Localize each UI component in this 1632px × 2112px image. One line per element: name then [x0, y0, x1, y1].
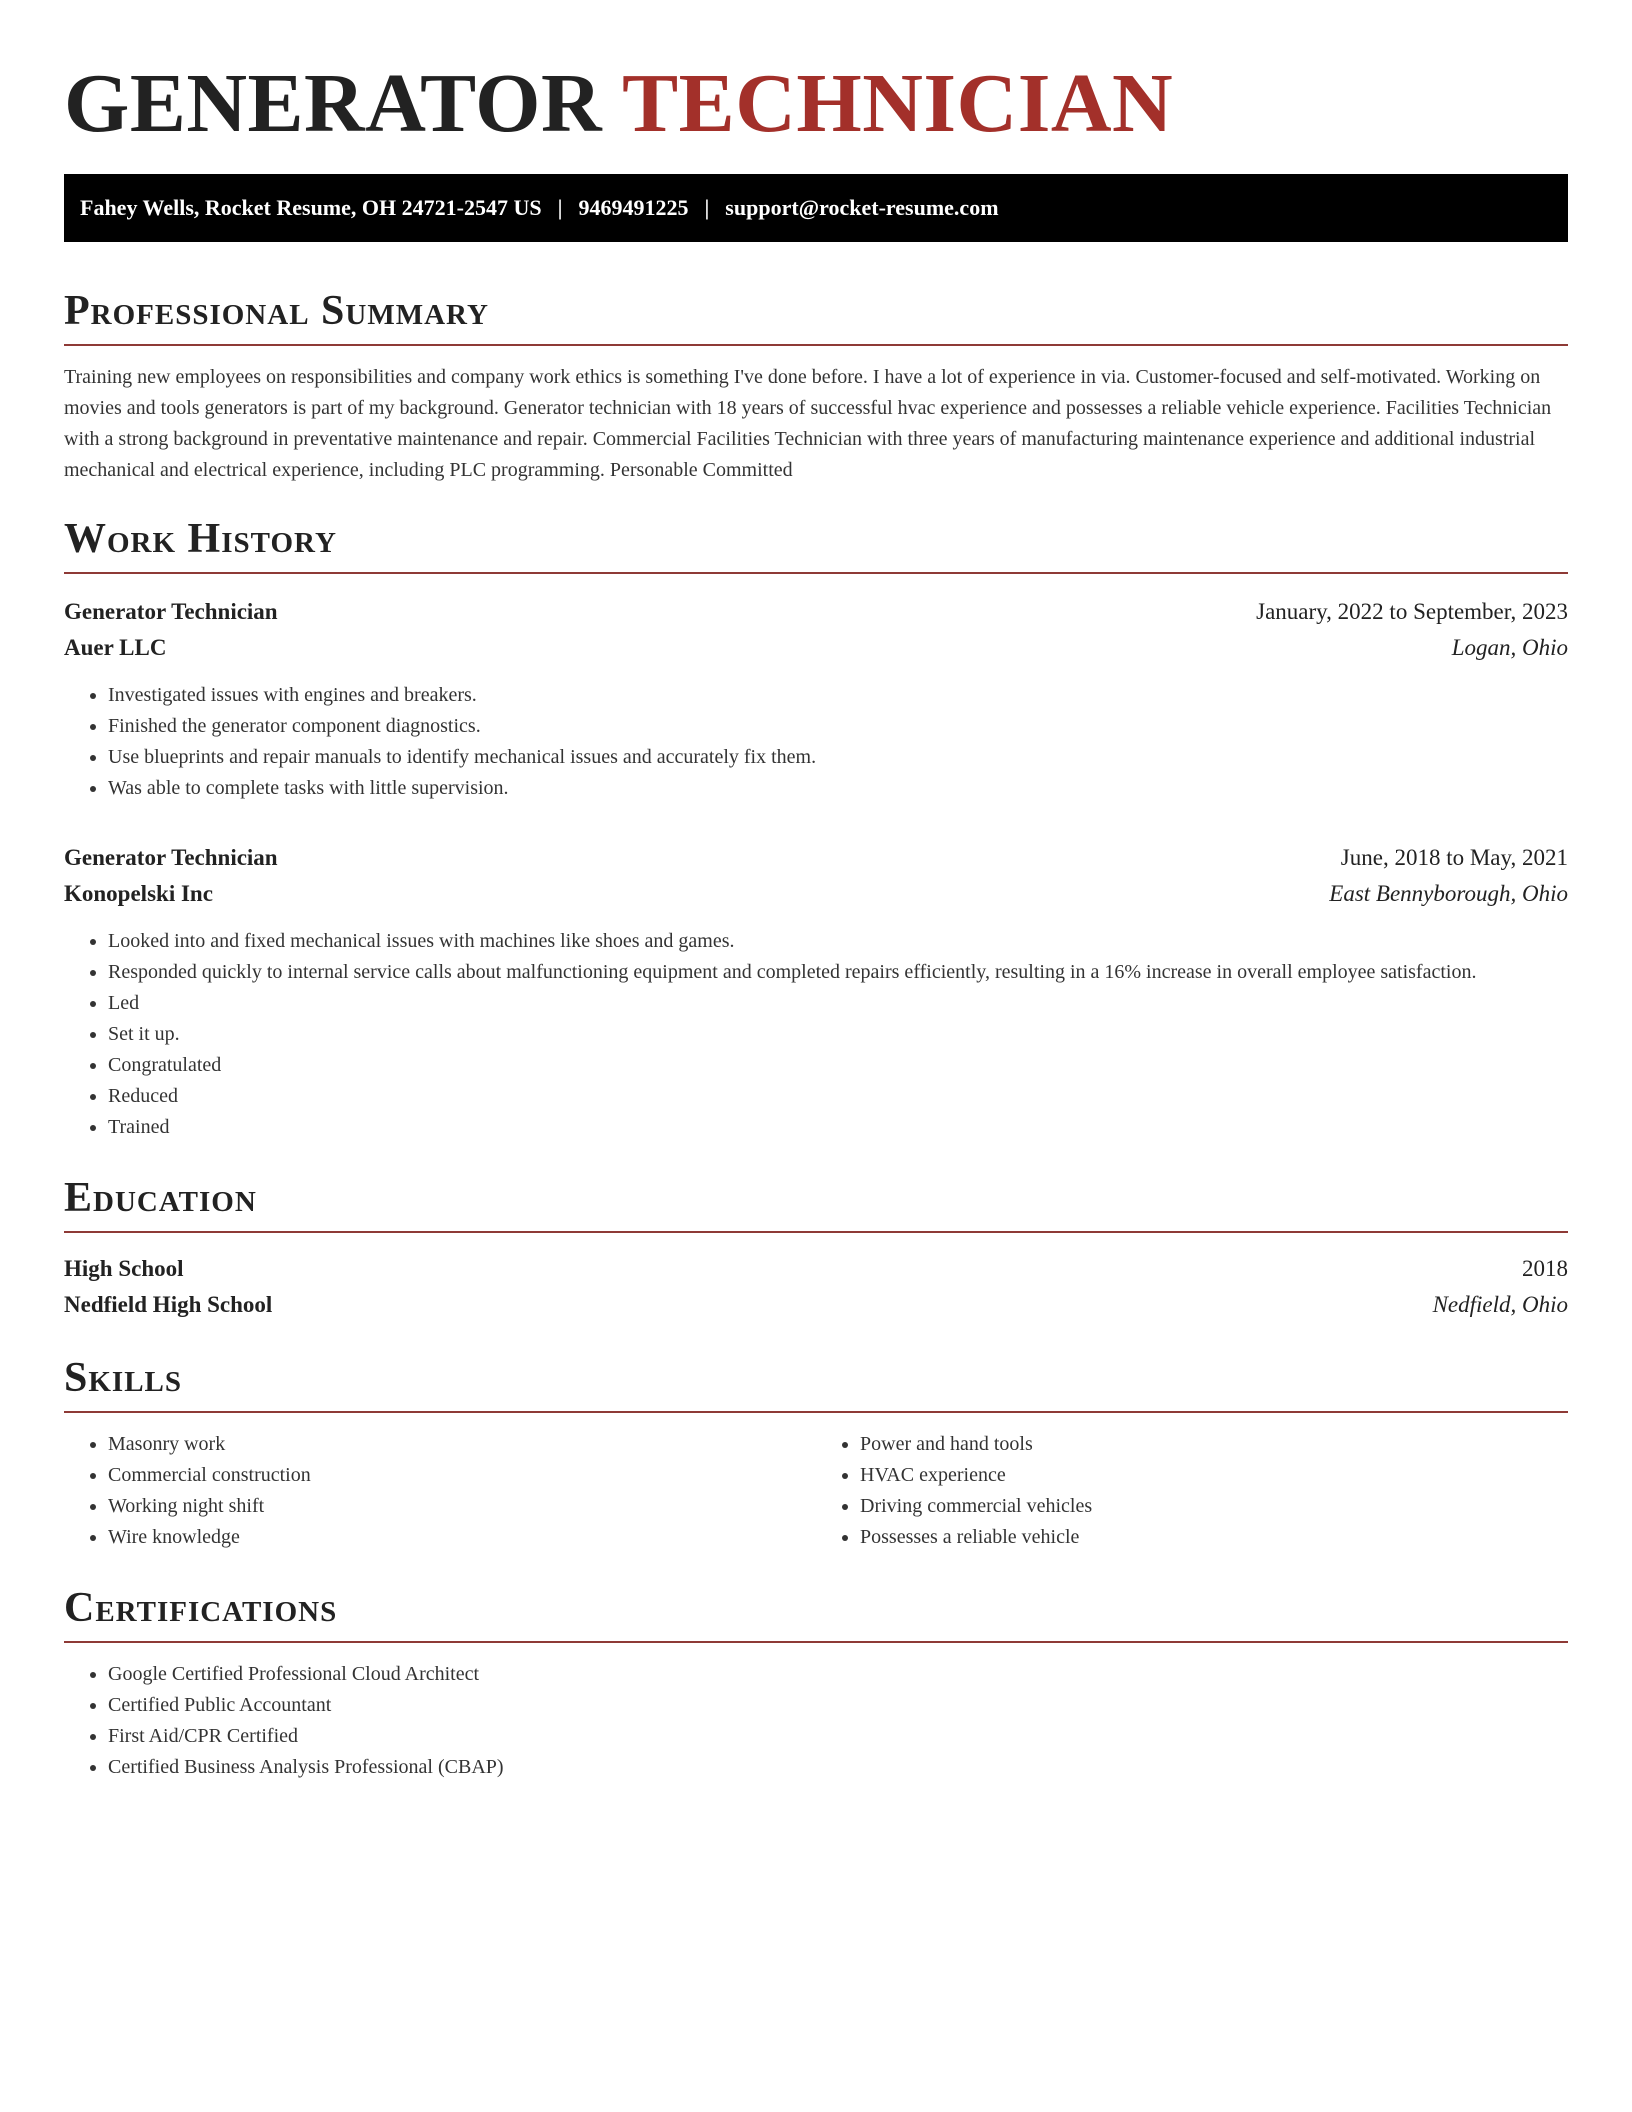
skills-section [64, 1353, 1568, 1553]
list-item: • Reduced [108, 1081, 1568, 1112]
job-bullets [64, 680, 1568, 804]
skill-item: • Working night shift [108, 1491, 816, 1522]
contact-separator: | [557, 195, 563, 220]
list-item: • Investigated issues with engines and breakers. [108, 680, 1568, 711]
list-item: • Set it up. [108, 1019, 1568, 1050]
work-history-section [64, 514, 1568, 1143]
list-item: • Was able to complete tasks with little supervision. [108, 773, 1568, 804]
list-item: • Led [108, 988, 1568, 1019]
job-dates: January, 2022 to September, 2023 [1256, 599, 1568, 624]
skill-item: • HVAC experience [860, 1460, 1568, 1491]
list-item: • Use blueprints and repair manuals to identify mechanical issues and accurately fix them. [108, 742, 1568, 773]
job-entry [64, 840, 1568, 1143]
list-item: • Looked into and fixed mechanical issues with machines like shoes and games. [108, 926, 1568, 957]
skill-item: • Commercial construction [108, 1460, 816, 1491]
summary-text: Training new employees on responsibilities and company work ethics is something I've done before. I have a lot of experience in via. Customer-focused and self-motivated. Working on movies and tools generators is part of my background. Generator technician with 18 years of successful hvac experience and possesses a reliable vehicle experience. Facilities Technician with a strong background in preventative maintenance and repair. Commercial Facilities Technician with three years of manufacturing maintenance experience and additional industrial mechanical and electrical experience, including PLC programming. Personable Committed [64, 366, 1552, 481]
skill-item: • Power and hand tools [860, 1429, 1568, 1460]
education-location: Nedfield, Ohio [1432, 1292, 1568, 1317]
work-history-heading: Work History [64, 514, 1568, 574]
list-item: • Trained [108, 1112, 1568, 1143]
summary-heading: Professional Summary [64, 286, 1568, 346]
certification-item: • Certified Public Accountant [108, 1690, 1568, 1721]
job-title: Generator Technician [64, 599, 278, 624]
contact-bar [64, 174, 1568, 242]
job-entry [64, 594, 1568, 804]
skill-item: • Wire knowledge [108, 1522, 816, 1553]
education-year: 2018 [1522, 1256, 1568, 1281]
certifications-heading: Certifications [64, 1583, 1568, 1643]
contact-email: support@rocket-resume.com [725, 195, 999, 220]
job-location: East Bennyborough, Ohio [1329, 881, 1568, 906]
list-item: • Finished the generator component diagnostics. [108, 711, 1568, 742]
list-item: • Congratulated [108, 1050, 1568, 1081]
education-heading: Education [64, 1173, 1568, 1233]
job-company: Konopelski Inc [64, 881, 213, 906]
job-company: Auer LLC [64, 635, 167, 660]
certification-item: • Google Certified Professional Cloud Architect [108, 1659, 1568, 1690]
job-location: Logan, Ohio [1451, 635, 1568, 660]
skills-grid [64, 1429, 1568, 1553]
summary-section [64, 286, 1568, 486]
education-degree: High School [64, 1256, 184, 1281]
skill-item: • Masonry work [108, 1429, 816, 1460]
title-accent: TECHNICIAN [622, 57, 1174, 150]
skills-column-right [816, 1429, 1568, 1553]
certification-item: • First Aid/CPR Certified [108, 1721, 1568, 1752]
contact-address: Fahey Wells, Rocket Resume, OH 24721-2547 US [80, 195, 542, 220]
job-title: Generator Technician [64, 845, 278, 870]
education-section [64, 1173, 1568, 1323]
job-dates: June, 2018 to May, 2021 [1340, 845, 1568, 870]
title-dark: GENERATOR [64, 57, 603, 150]
certifications-list [64, 1659, 1568, 1783]
certifications-section [64, 1583, 1568, 1783]
job-bullets [64, 926, 1568, 1143]
skill-item: • Driving commercial vehicles [860, 1491, 1568, 1522]
skill-item: • Possesses a reliable vehicle [860, 1522, 1568, 1553]
education-entry [64, 1251, 1568, 1323]
certification-item: • Certified Business Analysis Professional (CBAP) [108, 1752, 1568, 1783]
list-item: • Responded quickly to internal service calls about malfunctioning equipment and completed repairs efficiently, resulting in a 16% increase in overall employee satisfaction. [108, 957, 1568, 988]
resume-title [64, 0, 1568, 154]
education-school: Nedfield High School [64, 1292, 273, 1317]
contact-separator: | [704, 195, 710, 220]
skills-heading: Skills [64, 1353, 1568, 1413]
contact-phone: 9469491225 [578, 195, 689, 220]
skills-column-left [64, 1429, 816, 1553]
